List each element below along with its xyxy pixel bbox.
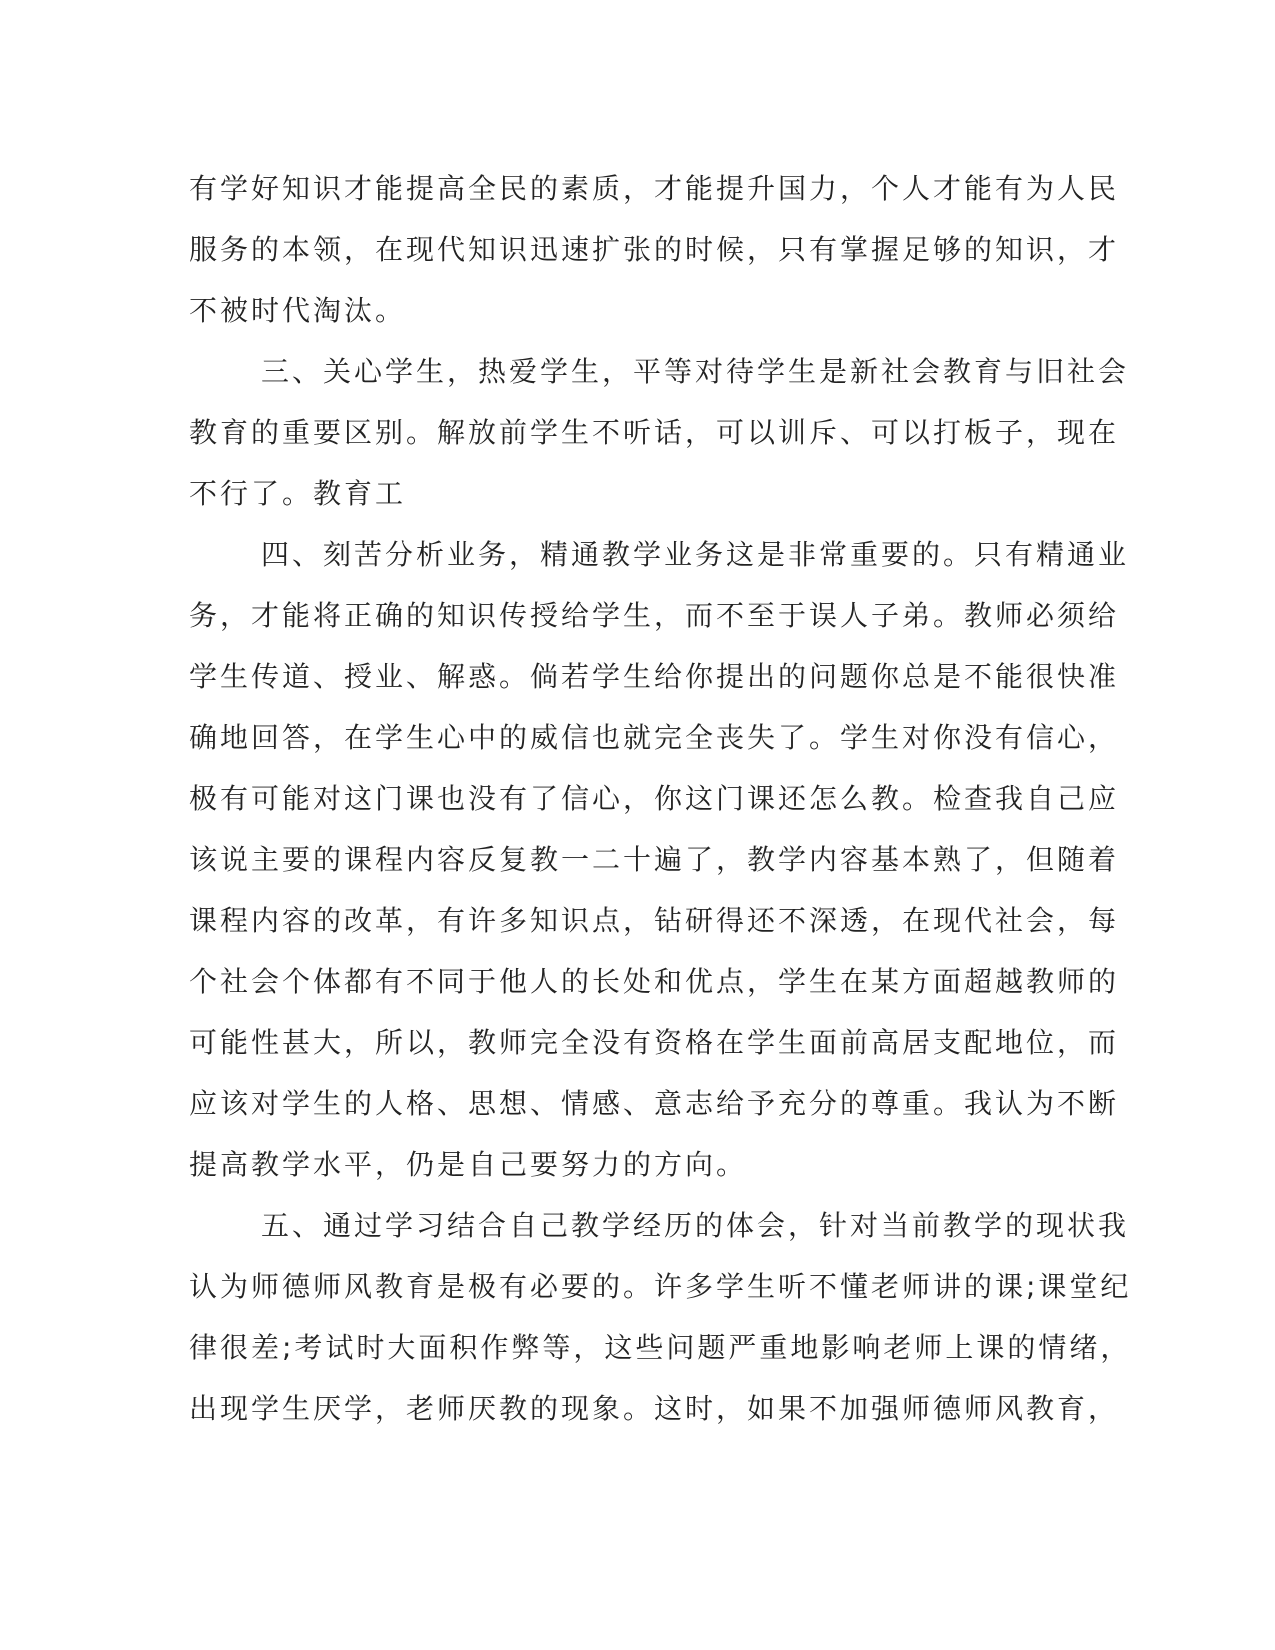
text-line: 不行了。教育工	[189, 477, 407, 510]
text-line: 可能性甚大，所以，教师完全没有资格在学生面前高居支配地位，而	[189, 1026, 1120, 1059]
text-line: 五、通过学习结合自己教学经历的体会，针对当前教学的现状我	[261, 1209, 1130, 1242]
text-line: 认为师德师风教育是极有必要的。许多学生听不懂老师讲的课;课堂纪	[189, 1270, 1132, 1303]
document-body	[189, 158, 1132, 1439]
paragraph-point-three	[189, 341, 1130, 524]
text-line: 课程内容的改革，有许多知识点，钻研得还不深透，在现代社会，每	[189, 904, 1120, 937]
text-line: 务，才能将正确的知识传授给学生，而不至于误人子弟。教师必须给	[189, 599, 1120, 632]
text-line: 确地回答，在学生心中的威信也就完全丧失了。学生对你没有信心，	[189, 721, 1120, 754]
text-line: 不被时代淘汰。	[189, 294, 407, 327]
paragraph-continuation	[189, 158, 1120, 341]
text-line: 该说主要的课程内容反复教一二十遍了，教学内容基本熟了，但随着	[189, 843, 1120, 876]
text-line: 出现学生厌学，老师厌教的现象。这时，如果不加强师德师风教育，	[189, 1392, 1120, 1425]
text-line: 提高教学水平，仍是自己要努力的方向。	[189, 1148, 748, 1181]
text-line: 有学好知识才能提高全民的素质，才能提升国力，个人才能有为人民	[189, 172, 1120, 205]
text-line: 三、关心学生，热爱学生，平等对待学生是新社会教育与旧社会	[261, 355, 1130, 388]
paragraph-point-five	[189, 1195, 1132, 1439]
text-line: 个社会个体都有不同于他人的长处和优点，学生在某方面超越教师的	[189, 965, 1120, 998]
paragraph-point-four	[189, 524, 1130, 1195]
text-line: 律很差;考试时大面积作弊等，这些问题严重地影响老师上课的情绪，	[189, 1331, 1132, 1364]
text-line: 学生传道、授业、解惑。倘若学生给你提出的问题你总是不能很快准	[189, 660, 1120, 693]
text-line: 教育的重要区别。解放前学生不听话，可以训斥、可以打板子，现在	[189, 416, 1120, 449]
text-line: 极有可能对这门课也没有了信心，你这门课还怎么教。检查我自己应	[189, 782, 1120, 815]
text-line: 应该对学生的人格、思想、情感、意志给予充分的尊重。我认为不断	[189, 1087, 1120, 1120]
text-line: 四、刻苦分析业务，精通教学业务这是非常重要的。只有精通业	[261, 538, 1130, 571]
text-line: 服务的本领，在现代知识迅速扩张的时候，只有掌握足够的知识，才	[189, 233, 1120, 266]
